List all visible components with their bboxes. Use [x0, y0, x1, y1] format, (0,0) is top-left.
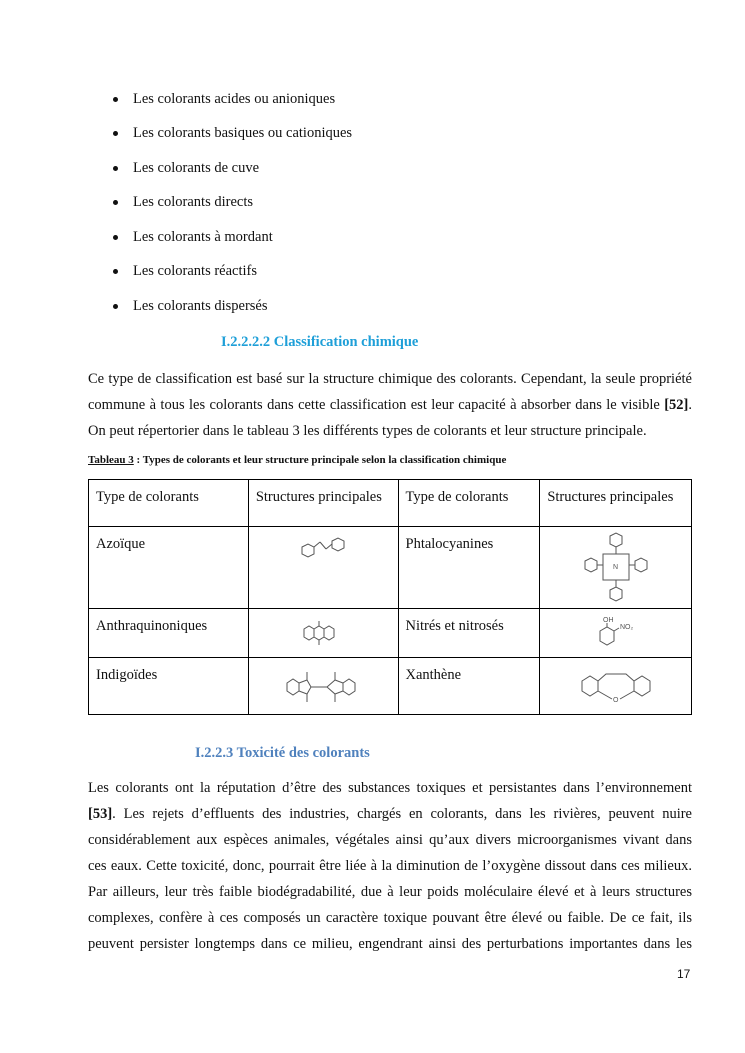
table-row: [89, 658, 692, 715]
text: ces eaux. Cette toxicité, donc, pourrait être liée à la diminution de l’oxygène dissout dans ces milieux.: [88, 858, 692, 874]
header-cell: Type de colorants: [398, 480, 540, 527]
type-cell: Indigoïdes: [89, 658, 249, 715]
xanthene-structure-image: [578, 666, 654, 706]
type-cell: Anthraquinoniques: [89, 609, 249, 658]
phthalocyanine-structure-image: [581, 530, 651, 606]
paragraph-line: [88, 806, 692, 823]
bullet-icon: [113, 304, 118, 309]
bullet-icon: [113, 97, 118, 102]
paragraph-line: [88, 858, 692, 875]
type-cell: Nitrés et nitrosés: [398, 609, 540, 658]
atom-label: NO₂: [619, 624, 633, 631]
bullet-text: Les colorants réactifs: [133, 263, 258, 279]
bullet-icon: [113, 235, 118, 240]
text: Les colorants ont la réputation d’être des substances toxiques et persistantes dans l’environnement: [88, 780, 692, 796]
structure-cell: [248, 658, 398, 715]
text: commune à tous les colorants dans cette classification est leur capacité à absorber dans le visible: [88, 397, 665, 413]
bullet-text: Les colorants à mordant: [133, 229, 273, 245]
text: On peut répertorier dans le tableau 3 les différents types de colorants et leur structure principale.: [88, 423, 647, 439]
header-cell: Structures principales: [540, 480, 692, 527]
header-cell: Structures principales: [248, 480, 398, 527]
text: Par ailleurs, leur très faible biodégradabilité, due à leur poids moléculaire élevé et à leurs structures: [88, 884, 692, 900]
structure-cell: [540, 527, 692, 609]
caption-text: : Types de colorants et leur structure principale selon la classification chimique: [133, 454, 507, 466]
section-heading: I.2.2.2.2 Classification chimique: [221, 334, 419, 350]
indigo-structure-image: [283, 664, 363, 708]
text: peuvent persister longtemps dans ce milieu, engendrant ainsi des perturbations importantes dans les: [88, 936, 692, 952]
bullet-text: Les colorants acides ou anioniques: [133, 91, 336, 107]
paragraph-line: [88, 832, 692, 849]
text: . Les rejets d’effluents des industries, chargés en colorants, dans les rivières, peuvent nuire: [112, 806, 692, 822]
header-cell: Type de colorants: [89, 480, 249, 527]
citation: [53]: [88, 806, 113, 822]
structure-cell: [248, 527, 398, 609]
text: .: [688, 397, 692, 413]
paragraph-line: [88, 397, 692, 414]
paragraph-line: [88, 371, 692, 388]
paragraph-line: [88, 936, 692, 953]
type-cell: Phtalocyanines: [398, 527, 540, 609]
bullet-text: Les colorants de cuve: [133, 160, 260, 176]
azo-structure-image: [288, 533, 358, 563]
dye-table: [88, 479, 692, 715]
section-heading: I.2.2.3 Toxicité des colorants: [195, 745, 370, 761]
caption-label: Tableau 3: [88, 454, 134, 466]
bullet-icon: [113, 166, 118, 171]
atom-label: O: [612, 697, 619, 704]
atom-label: N: [612, 563, 618, 571]
table-row: [89, 609, 692, 658]
paragraph-line: [88, 780, 692, 797]
table-row: [89, 527, 692, 609]
table-header-row: [89, 480, 692, 527]
text: considérablement aux espèces animales, végétales ainsi qu’aux divers microorganismes vivant dans: [88, 832, 692, 848]
bullet-icon: [113, 200, 118, 205]
paragraph-line: [88, 884, 692, 901]
text: Ce type de classification est basé sur la structure chimique des colorants. Cependant, la seule propriété: [88, 371, 692, 387]
anthraquinone-structure-image: [298, 618, 348, 648]
text: complexes, confère à ces composés un caractère toxique pouvant être élevé ou faible. De ce fait, ils: [88, 910, 692, 926]
type-cell: Xanthène: [398, 658, 540, 715]
page-number: 17: [677, 967, 691, 981]
structure-cell: [248, 609, 398, 658]
paragraph-line: [88, 910, 692, 927]
bullet-text: Les colorants basiques ou cationiques: [133, 125, 353, 141]
atom-label: OH: [602, 617, 614, 624]
bullet-text: Les colorants dispersés: [133, 298, 268, 314]
bullet-icon: [113, 131, 118, 136]
table-caption: [88, 454, 506, 466]
bullet-text: Les colorants directs: [133, 194, 253, 210]
bullet-icon: [113, 269, 118, 274]
type-cell: Azoïque: [89, 527, 249, 609]
paragraph-line: [88, 423, 692, 440]
citation: [52]: [664, 397, 689, 413]
nitrophenol-structure-image: [586, 615, 646, 651]
structure-cell: [540, 658, 692, 715]
structure-cell: [540, 609, 692, 658]
